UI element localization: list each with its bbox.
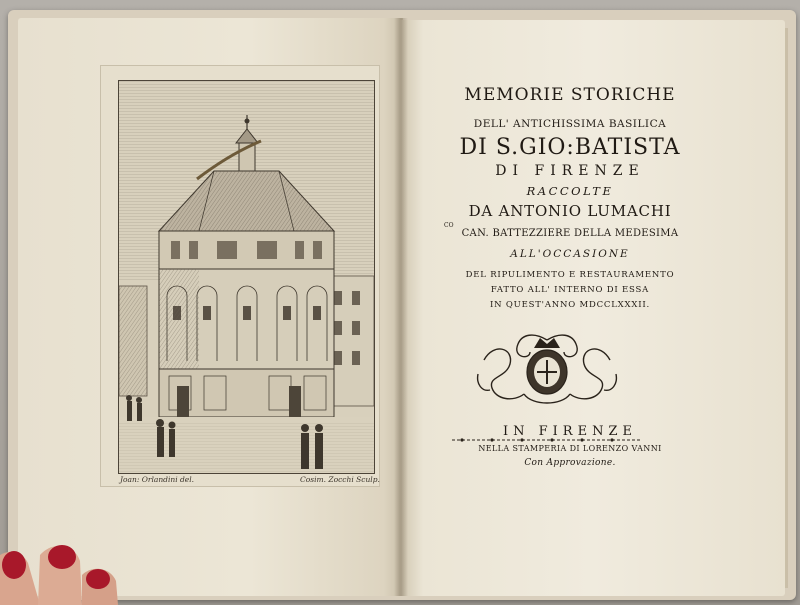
imprint-printer: NELLA STAMPERIA DI LORENZO VANNI	[478, 444, 662, 453]
title-line-canon: CAN. BATTEZZIERE DELLA MEDESIMA	[461, 228, 679, 239]
title-line-author-superscript: CO	[444, 222, 454, 229]
title-line-memorie: MEMORIE STORICHE	[464, 85, 676, 105]
title-line-year: IN QUEST'ANNO MDCCLXXXII.	[489, 300, 651, 310]
title-line-saint: DI S.GIO:BATISTA	[459, 135, 681, 160]
title-line-basilica: DELL' ANTICHISSIMA BASILICA	[473, 118, 667, 130]
title-line-ripulimento: DEL RIPULIMENTO E RESTAURAMENTO	[465, 270, 675, 280]
imprint-city: IN FIRENZE	[503, 424, 637, 439]
engraving-baptistery	[118, 80, 375, 474]
engraving-credit-draughtsman: Joan: Orlandini del.	[120, 475, 195, 484]
imprint-license: Con Approvazione.	[524, 458, 616, 468]
book-gutter	[394, 18, 408, 596]
hand-fingers	[0, 535, 130, 605]
title-line-author: DA ANTONIO LUMACHI	[468, 202, 672, 220]
printers-ornament-icon	[474, 330, 620, 412]
title-line-firenze: DI FIRENZE	[495, 163, 645, 179]
baptistery-illustration	[119, 81, 374, 473]
title-line-interno: FATTO ALL' INTERNO DI ESSA	[490, 285, 650, 295]
engraving-credit-engraver: Cosim. Zocchi Sculp.	[300, 475, 380, 484]
title-line-occasione: ALL'OCCASIONE	[510, 248, 630, 260]
title-line-raccolte: RACCOLTE	[526, 184, 614, 198]
